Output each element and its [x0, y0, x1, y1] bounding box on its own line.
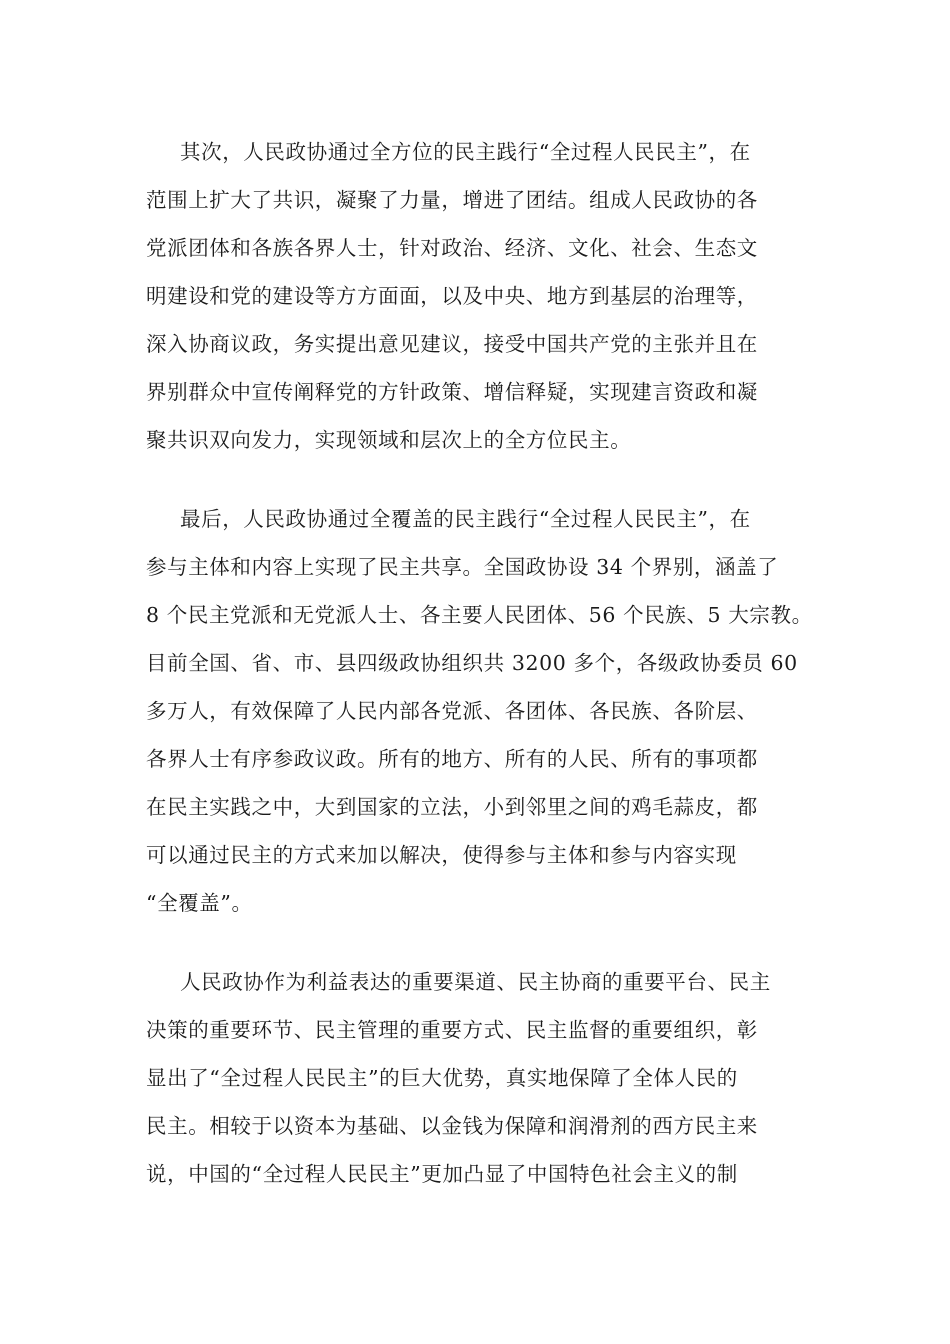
text-line: 决策的重要环节、民主管理的重要方式、民主监督的重要组织，彰: [146, 1018, 758, 1042]
text-line: 最后，人民政协通过全覆盖的民主践行“全过程人民民主”，在: [180, 507, 751, 531]
text-line: “全覆盖”。: [146, 891, 253, 915]
text-line: 各界人士有序参政议政。所有的地方、所有的人民、所有的事项都: [146, 747, 758, 771]
text-line: 参与主体和内容上实现了民主共享。全国政协设 34 个界别，涵盖了: [146, 555, 779, 579]
text-line: 其次，人民政协通过全方位的民主践行“全过程人民民主”，在: [180, 140, 751, 164]
text-line: 聚共识双向发力，实现领域和层次上的全方位民主。: [146, 428, 632, 452]
text-line: 目前全国、省、市、县四级政协组织共 3200 多个，各级政协委员 60: [146, 651, 798, 675]
text-line: 民主。相较于以资本为基础、以金钱为保障和润滑剂的西方民主来: [146, 1114, 758, 1138]
text-line: 人民政协作为利益表达的重要渠道、民主协商的重要平台、民主: [180, 970, 771, 994]
text-line: 可以通过民主的方式来加以解决，使得参与主体和参与内容实现: [146, 843, 737, 867]
text-line: 明建设和党的建设等方方面面，以及中央、地方到基层的治理等，: [146, 284, 758, 308]
text-line: 8 个民主党派和无党派人士、各主要人民团体、56 个民族、5 大宗教。: [146, 603, 813, 627]
text-line: 说，中国的“全过程人民民主”更加凸显了中国特色社会主义的制: [146, 1162, 738, 1186]
text-line: 深入协商议政，务实提出意见建议，接受中国共产党的主张并且在: [146, 332, 758, 356]
text-line: 在民主实践之中，大到国家的立法，小到邻里之间的鸡毛蒜皮，都: [146, 795, 758, 819]
text-line: 多万人，有效保障了人民内部各党派、各团体、各民族、各阶层、: [146, 699, 758, 723]
text-line: 范围上扩大了共识，凝聚了力量，增进了团结。组成人民政协的各: [146, 188, 758, 212]
text-line: 党派团体和各族各界人士，针对政治、经济、文化、社会、生态文: [146, 236, 758, 260]
text-line: 显出了“全过程人民民主”的巨大优势，真实地保障了全体人民的: [146, 1066, 738, 1090]
text-line: 界别群众中宣传阐释党的方针政策、增信释疑，实现建言资政和凝: [146, 380, 758, 404]
